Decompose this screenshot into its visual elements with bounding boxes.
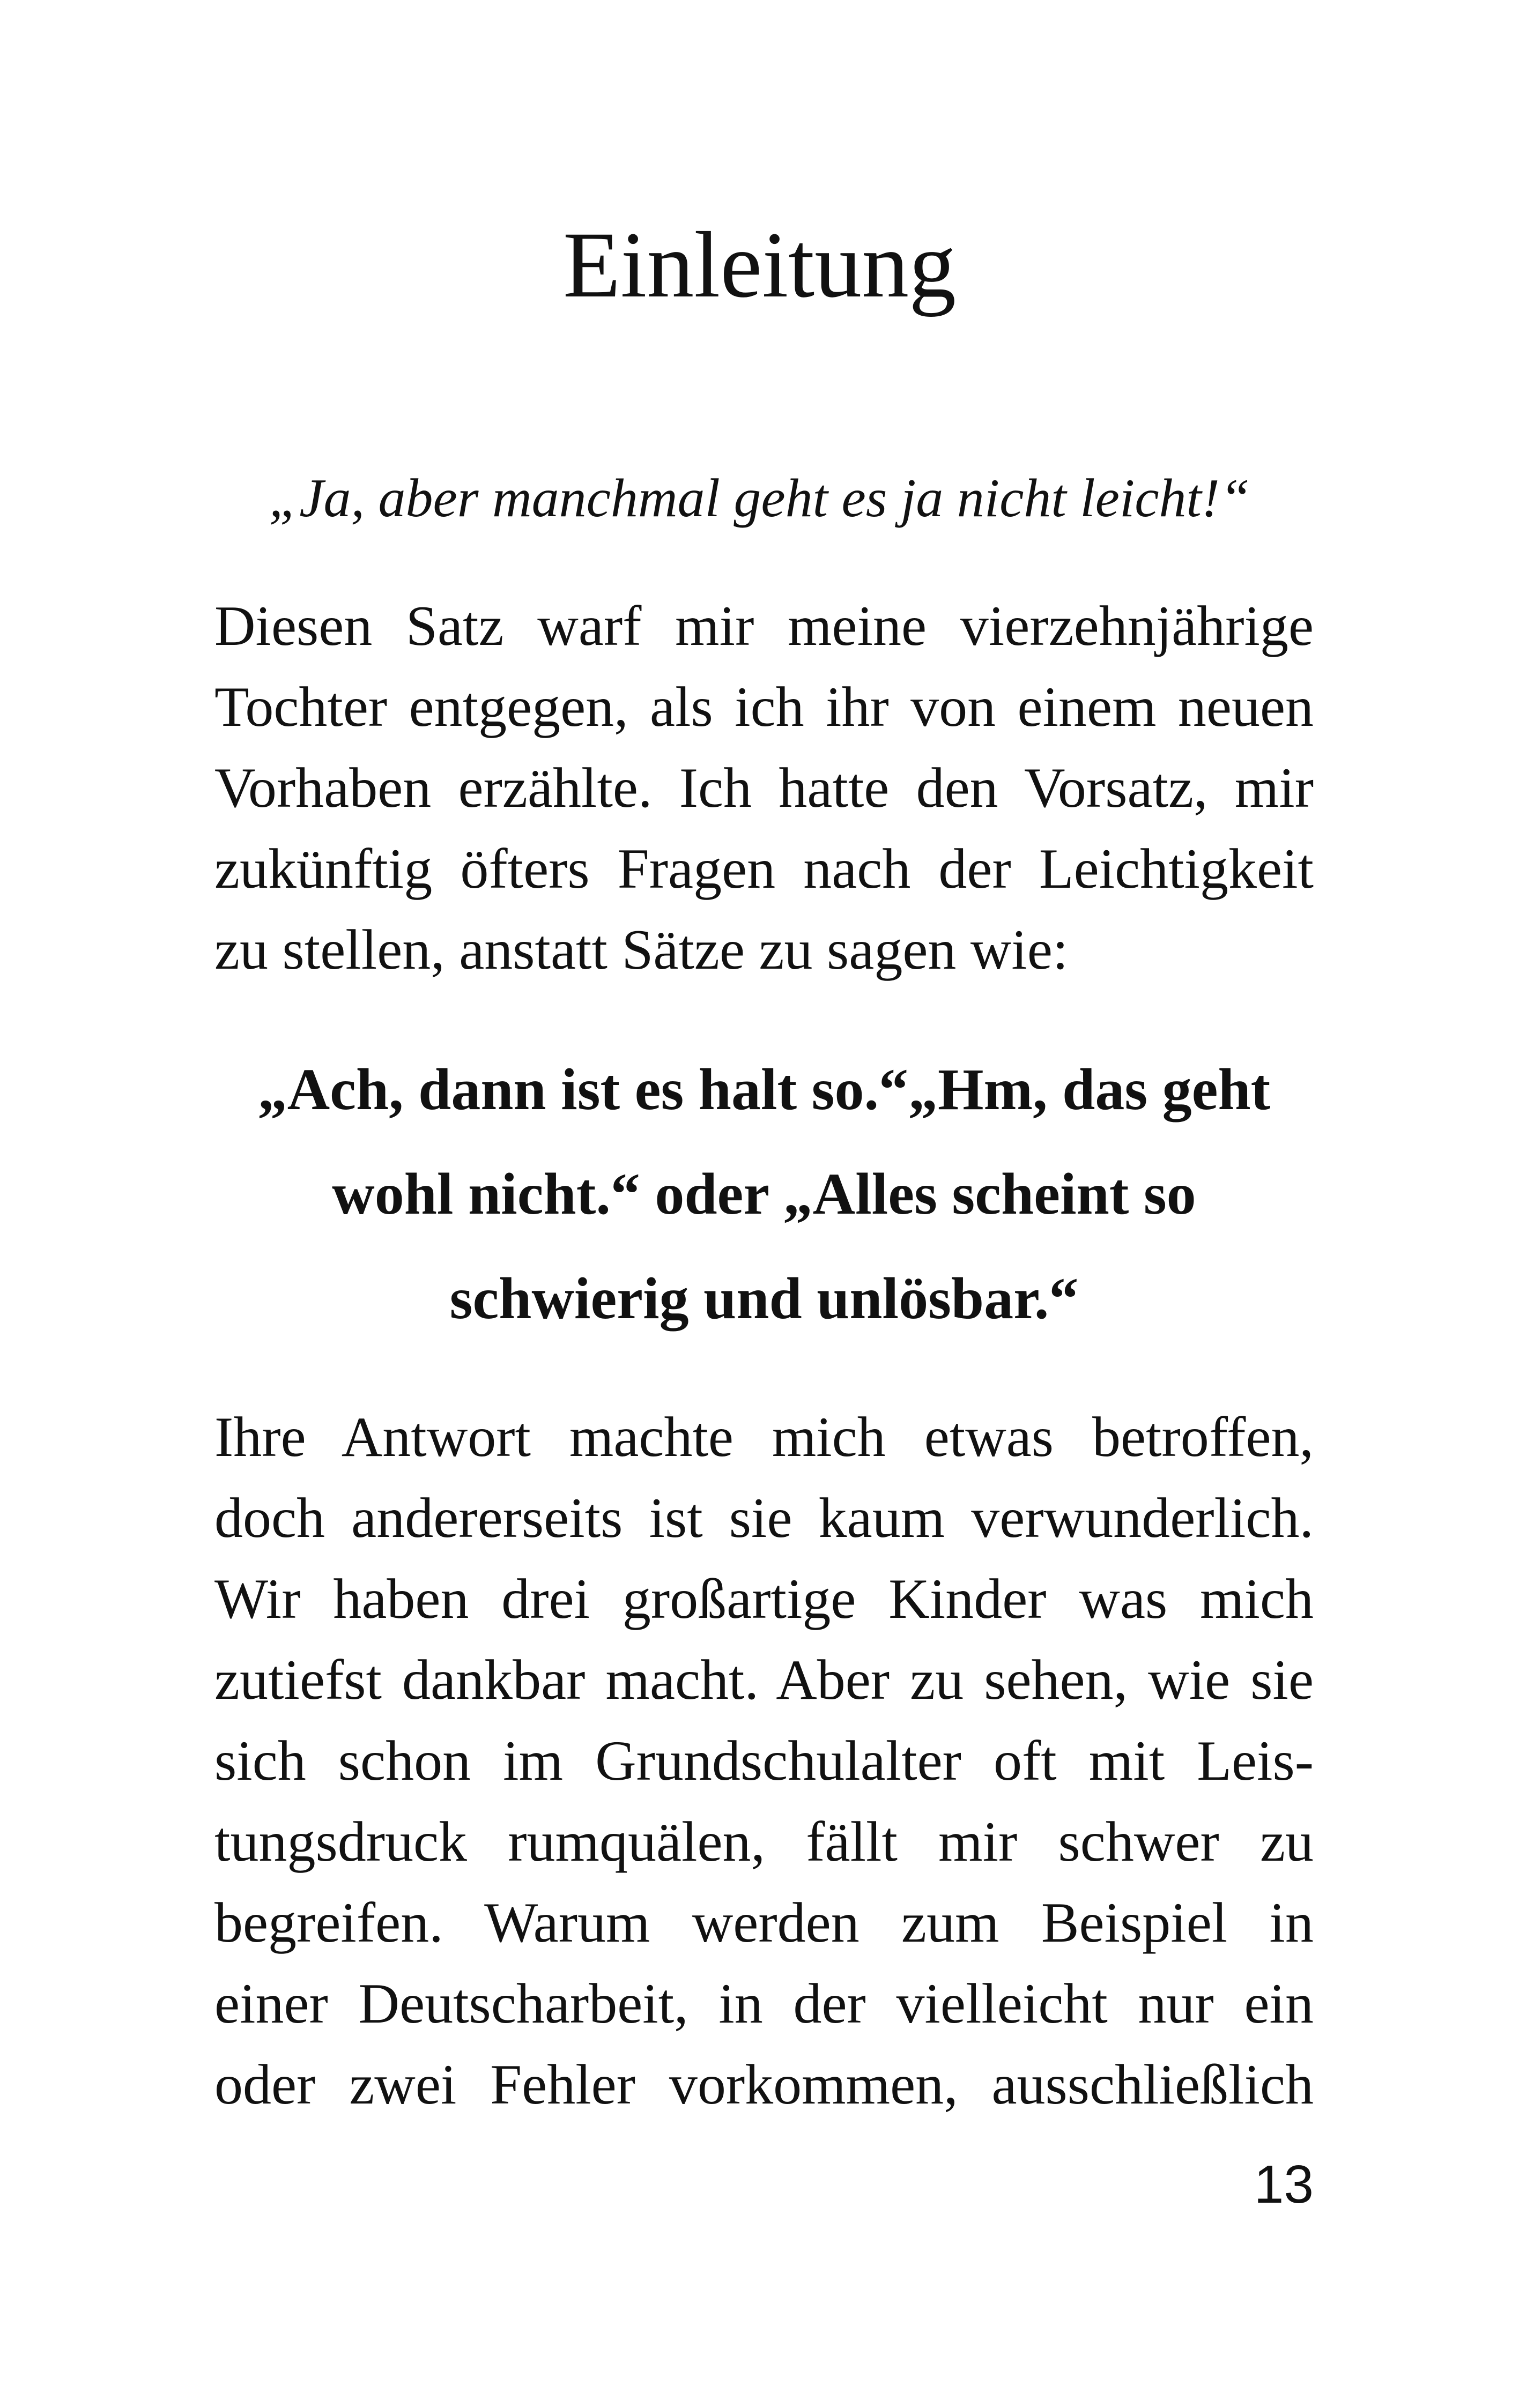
quote-line: wohl nicht.“ oder „Alles scheint so [332, 1161, 1196, 1227]
text-line: begreifen. Warum werden zum Beispiel in [214, 1891, 1314, 1954]
text-line: tungsdruck rumquälen, fällt mir schwer zu [214, 1810, 1314, 1873]
text-line: sich schon im Grundschulalter oft mit Leis- [214, 1729, 1314, 1792]
text-line: Vorhaben erzählte. Ich hatte den Vorsatz, mir [214, 756, 1314, 819]
text-line: doch andererseits ist sie kaum verwunderlich. [214, 1487, 1314, 1549]
quote-line: „Ach, dann ist es halt so.“„Hm, das geht [257, 1057, 1271, 1122]
quote-line: schwierig und unlösbar.“ [449, 1266, 1079, 1331]
paragraph-response [214, 1396, 1314, 2125]
paragraph-intro [214, 585, 1314, 990]
text-line: zukünftig öfters Fragen nach der Leichtigkeit [214, 837, 1314, 900]
text-line: Wir haben drei großartige Kinder was mich [214, 1567, 1314, 1630]
page-number: 13 [1254, 2154, 1314, 2214]
text-line: zu stellen, anstatt Sätze zu sagen wie: [214, 918, 1069, 981]
text-line: Diesen Satz warf mir meine vierzehnjährige [214, 594, 1314, 657]
text-line: Tochter entgegen, als ich ihr von einem neuen [214, 675, 1314, 738]
chapter-title: Einleitung [562, 213, 957, 317]
text-line: oder zwei Fehler vorkommen, ausschließlich [214, 2053, 1314, 2116]
text-line: einer Deutscharbeit, in der vielleicht nur ein [214, 1972, 1314, 2035]
text-line: zutiefst dankbar macht. Aber zu sehen, wie sie [214, 1648, 1314, 1711]
text-line: Ihre Antwort machte mich etwas betroffen, [214, 1406, 1314, 1468]
highlighted-quote [204, 1037, 1324, 1351]
epigraph-quote: „Ja, aber manchmal geht es ja nicht leicht!“ [269, 468, 1250, 529]
